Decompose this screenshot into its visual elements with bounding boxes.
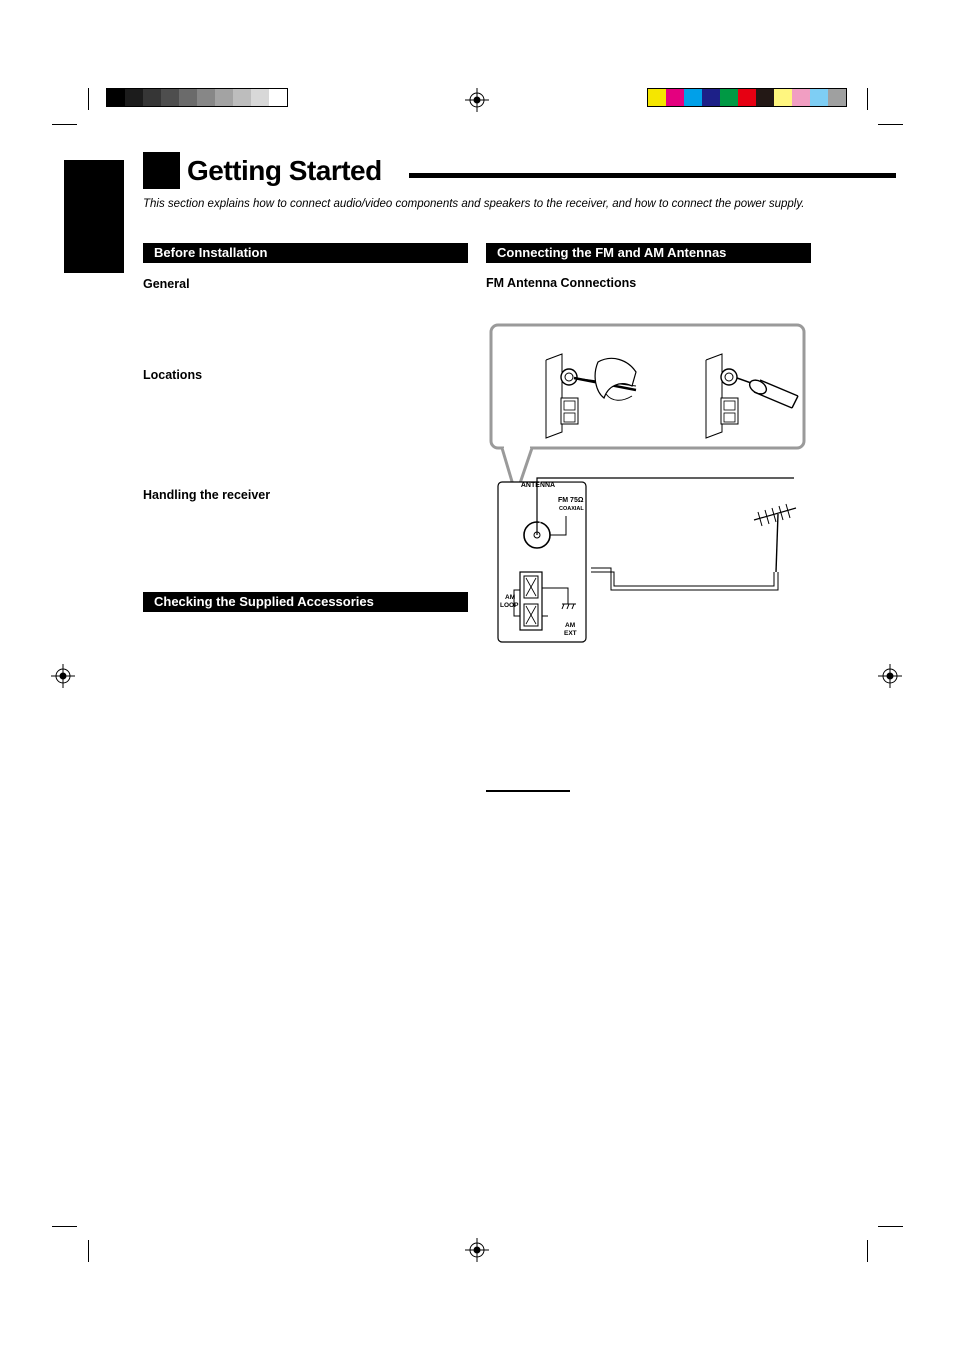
note-underline xyxy=(486,790,570,792)
color-swatch xyxy=(251,89,269,106)
antenna-label: ANTENNA xyxy=(520,482,556,489)
fm-coaxial-connection-icon xyxy=(706,354,798,438)
color-swatch xyxy=(125,89,143,106)
section-heading-before-installation: Before Installation xyxy=(143,243,468,263)
color-swatch xyxy=(702,89,720,106)
crop-mark xyxy=(878,1226,903,1227)
color-swatch xyxy=(810,89,828,106)
antenna-terminal-panel xyxy=(498,482,586,642)
color-swatch xyxy=(648,89,666,106)
color-swatch xyxy=(756,89,774,106)
color-swatch xyxy=(143,89,161,106)
registration-mark-icon xyxy=(51,664,75,688)
grayscale-bar xyxy=(106,88,288,107)
color-swatch xyxy=(666,89,684,106)
section-heading-accessories: Checking the Supplied Accessories xyxy=(143,592,468,612)
coaxial-label: COAXIAL xyxy=(559,506,584,512)
registration-mark-icon xyxy=(878,664,902,688)
color-swatch xyxy=(828,89,846,106)
crop-mark xyxy=(52,1226,77,1227)
color-swatch xyxy=(720,89,738,106)
color-swatch xyxy=(774,89,792,106)
section-heading-antennas: Connecting the FM and AM Antennas xyxy=(486,243,811,263)
registration-mark-icon xyxy=(465,88,489,112)
am-loop-label-line1: AM xyxy=(505,594,516,601)
crop-mark xyxy=(867,88,868,110)
antenna-connection-diagram xyxy=(486,320,816,650)
color-swatch xyxy=(107,89,125,106)
color-swatch xyxy=(792,89,810,106)
page-title: Getting Started xyxy=(187,155,382,186)
title-marker xyxy=(143,152,180,189)
outdoor-fm-antenna-icon xyxy=(754,504,796,572)
crop-mark xyxy=(52,124,77,125)
color-swatch xyxy=(179,89,197,106)
am-ext-label-line2: EXT xyxy=(564,630,577,637)
fm-75-label: FM 75Ω xyxy=(558,497,584,504)
side-tab xyxy=(64,160,124,273)
am-loop-label-line2: LOOP xyxy=(500,602,519,609)
crop-mark xyxy=(88,88,89,110)
subheading-fm-antenna-connections: FM Antenna Connections xyxy=(486,276,637,290)
crop-mark xyxy=(88,1240,89,1262)
color-swatch xyxy=(161,89,179,106)
intro-text: This section explains how to connect audio/video components and speakers to the receiver, and how to connect the power supply. xyxy=(143,198,805,210)
color-swatch xyxy=(215,89,233,106)
title-rule xyxy=(409,173,896,178)
am-ext-label-line1: AM xyxy=(565,622,576,629)
registration-mark-icon xyxy=(465,1238,489,1262)
color-swatch xyxy=(233,89,251,106)
crop-mark xyxy=(867,1240,868,1262)
color-swatch xyxy=(738,89,756,106)
crop-mark xyxy=(878,124,903,125)
color-swatch xyxy=(197,89,215,106)
subheading-general: General xyxy=(143,277,190,291)
subheading-handling: Handling the receiver xyxy=(143,488,271,502)
color-swatch xyxy=(269,89,287,106)
color-bar xyxy=(647,88,847,107)
subheading-locations: Locations xyxy=(143,368,203,382)
fm-wire-connection-icon xyxy=(546,354,636,438)
color-swatch xyxy=(684,89,702,106)
